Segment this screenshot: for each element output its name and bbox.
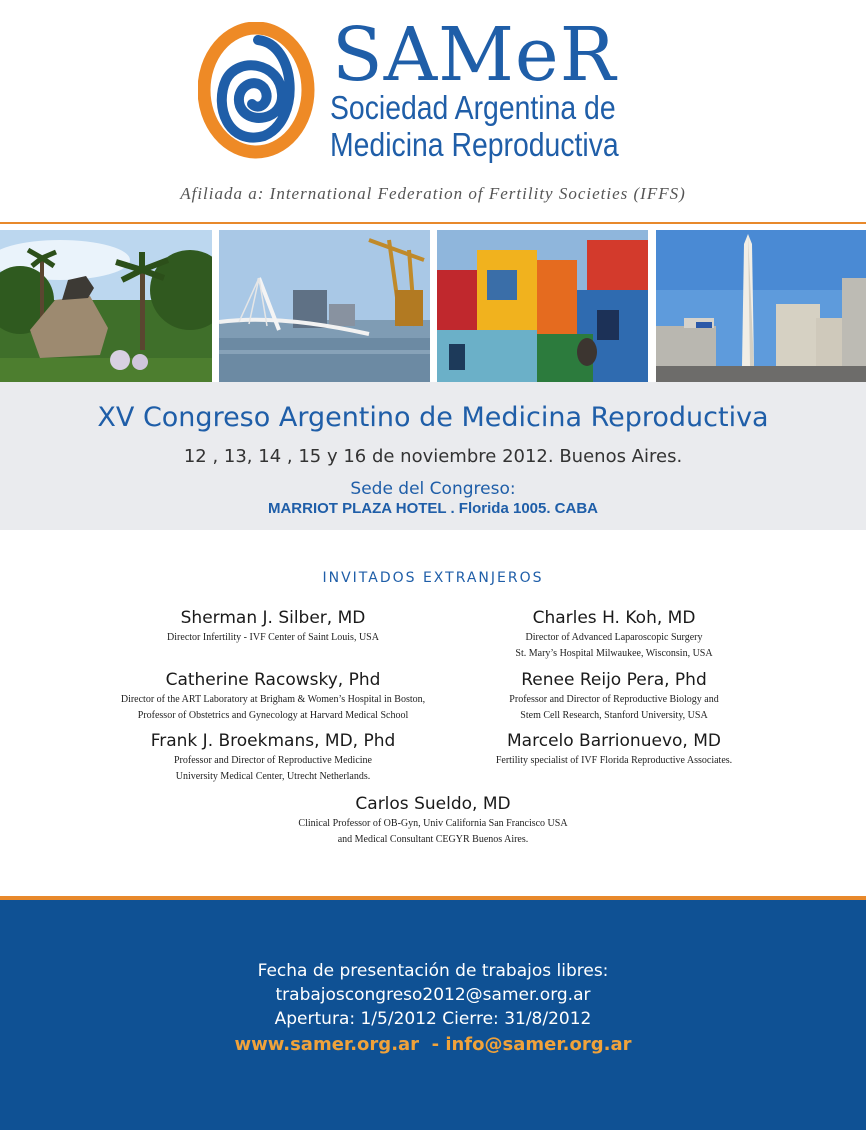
guest-role: Stem Cell Research, Stanford University, USA — [520, 710, 708, 721]
guest-role: St. Mary’s Hospital Milwaukee, Wisconsin, USA — [515, 648, 713, 659]
guest-name: Carlos Sueldo, MD — [355, 794, 511, 814]
guest-racowsky — [80, 668, 466, 724]
guest-name: Renee Reijo Pera, Phd — [521, 670, 707, 690]
guest-silber — [80, 606, 466, 646]
guest-name: Marcelo Barrionuevo, MD — [507, 731, 721, 751]
venue-label: Sede del Congreso: — [350, 479, 516, 499]
samer-logo-icon — [198, 22, 318, 162]
monument-photo — [0, 230, 212, 382]
guest-role: Fertility specialist of IVF Florida Reproductive Associates. — [495, 755, 733, 766]
guest-name: Charles H. Koh, MD — [532, 608, 696, 628]
brand-subtitle-line2: Medicina Reproductiva — [330, 126, 619, 163]
guest-role: Professor and Director of Reproductive Medicine — [174, 755, 372, 766]
brand-name: SAMeR — [332, 12, 617, 98]
submission-heading: Fecha de presentación de trabajos libres: — [257, 961, 609, 981]
guest-sueldo — [233, 792, 633, 848]
guest-barrionuevo — [436, 729, 792, 769]
guests-heading: INVITADOS EXTRANJEROS — [322, 570, 544, 586]
guest-pera — [436, 668, 792, 724]
brand-subtitle-line1: Sociedad Argentina de — [330, 89, 616, 126]
submission-dates: Apertura: 1/5/2012 Cierre: 31/8/2012 — [274, 1009, 592, 1029]
submission-email-link[interactable]: trabajoscongreso2012@samer.org.ar — [275, 985, 591, 1005]
contact-links[interactable]: www.samer.org.ar - info@samer.org.ar — [234, 1034, 632, 1055]
caminito-photo — [437, 230, 648, 382]
guest-role: Director of the ART Laboratory at Brigham & Women’s Hospital in Boston, — [120, 694, 426, 705]
venue-address: MARRIOT PLAZA HOTEL . Florida 1005. CABA — [267, 500, 599, 517]
guest-name: Catherine Racowsky, Phd — [165, 670, 381, 690]
guest-name: Frank J. Broekmans, MD, Phd — [150, 731, 396, 751]
guest-role: Director of Advanced Laparoscopic Surgery — [525, 632, 703, 643]
guest-role: Director Infertility - IVF Center of Saint Louis, USA — [167, 632, 379, 643]
bridge-photo — [219, 230, 430, 382]
guest-role: Professor and Director of Reproductive Biology and — [509, 694, 719, 705]
guest-role: Professor of Obstetrics and Gynecology at Harvard Medical School — [137, 710, 409, 721]
guest-role: Clinical Professor of OB-Gyn, Univ California San Francisco USA — [298, 818, 568, 829]
guest-role: and Medical Consultant CEGYR Buenos Aires. — [337, 834, 529, 845]
top-divider — [0, 222, 866, 224]
affiliation-text: Afiliada a: International Federation of Fertility Societies (IFFS) — [180, 184, 686, 203]
congress-dates: 12 , 13, 14 , 15 y 16 de noviembre 2012. Buenos Aires. — [183, 446, 683, 467]
congress-title: XV Congreso Argentino de Medicina Reproductiva — [97, 402, 769, 433]
obelisco-photo — [656, 230, 866, 382]
guest-koh — [436, 606, 792, 662]
guest-role: University Medical Center, Utrecht Netherlands. — [175, 771, 371, 782]
guest-broekmans — [80, 729, 466, 785]
guest-name: Sherman J. Silber, MD — [180, 608, 366, 628]
